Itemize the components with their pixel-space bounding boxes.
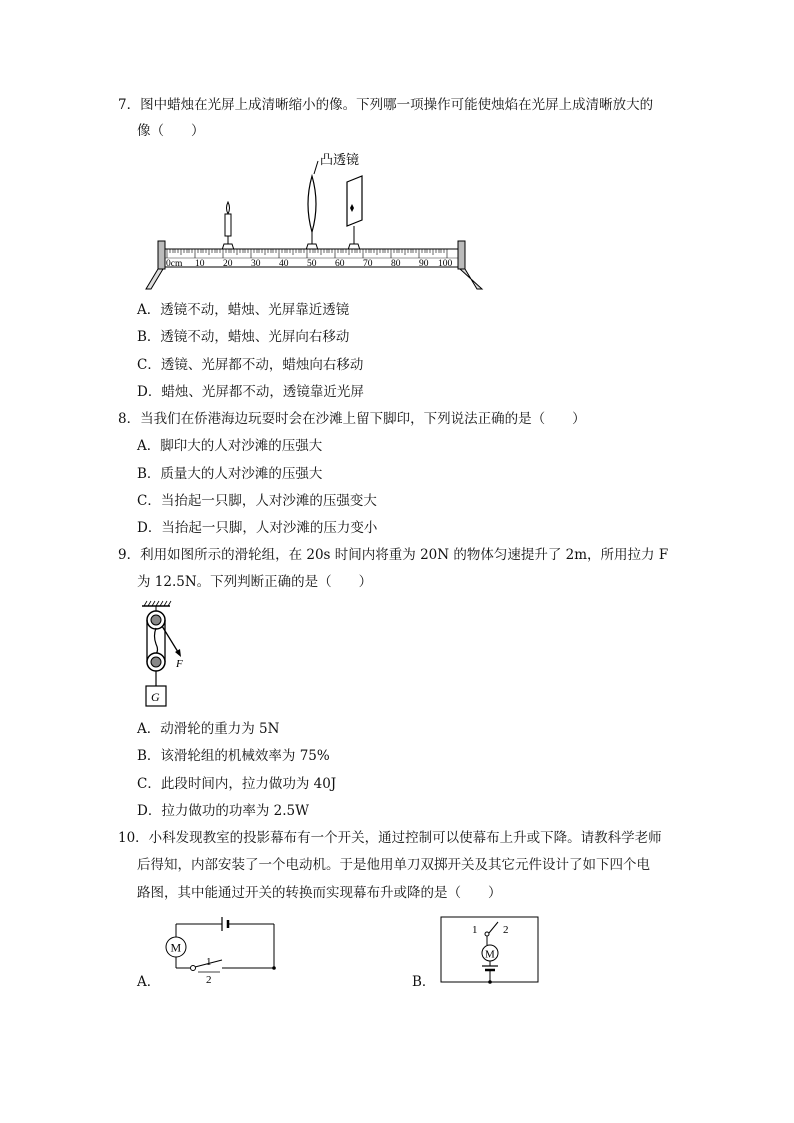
q8-stem: 8．当我们在侨港海边玩耍时会在沙滩上留下脚印，下列说法正确的是（ ） xyxy=(118,411,586,427)
q7-stem-line1: 7．图中蜡烛在光屏上成清晰缩小的像。下列哪一项操作可能使烛焰在光屏上成清晰放大的 xyxy=(118,97,654,113)
q8-option-b: B．质量大的人对沙滩的压强大 xyxy=(137,466,323,482)
optical-bench-figure xyxy=(140,148,490,293)
motor-a-label: M xyxy=(170,940,182,955)
pulley-system-figure xyxy=(138,600,198,712)
circuit-a-figure xyxy=(158,910,280,988)
q10-option-b-label: B． xyxy=(412,974,436,990)
q10-stem-line1: 10．小科发现教室的投影幕布有一个开关，通过控制可以使幕布上升或下降。请教科学老师 xyxy=(118,830,662,846)
ruler-label-60: 60 xyxy=(335,259,345,269)
ruler-label-90: 90 xyxy=(419,259,429,269)
q9-option-d: D．拉力做功的功率为 2.5W xyxy=(137,803,309,819)
ruler-label-10: 10 xyxy=(195,259,205,269)
q8-option-c: C．当抬起一只脚，人对沙滩的压强变大 xyxy=(137,493,377,509)
q10-option-a-label: A． xyxy=(137,974,161,990)
switch-a-contact-2: 2 xyxy=(206,974,212,986)
candle xyxy=(222,202,234,250)
q9-option-c: C．此段时间内，拉力做功为 40J xyxy=(137,776,337,792)
q10-stem-line3: 路图，其中能通过开关的转换而实现幕布升或降的是（ ） xyxy=(137,885,502,901)
force-label: F xyxy=(176,658,183,670)
ruler-label-50: 50 xyxy=(307,259,317,269)
weight-label: G xyxy=(151,690,160,704)
lens-label: 凸透镜 xyxy=(320,152,360,167)
ruler-label-30: 30 xyxy=(251,259,261,269)
ruler-label-80: 80 xyxy=(391,259,401,269)
ruler-label-0: 0cm xyxy=(166,259,183,269)
ruler-label-20: 20 xyxy=(223,259,233,269)
switch-b-contact-1: 1 xyxy=(472,924,478,936)
switch-b-contact-2: 2 xyxy=(503,924,509,936)
convex-lens xyxy=(306,176,318,250)
q7-option-a: A．透镜不动，蜡烛、光屏靠近透镜 xyxy=(137,302,350,318)
q10-stem-line2: 后得知，内部安装了一个电动机。于是他用单刀双掷开关及其它元件设计了如下四个电 xyxy=(137,857,650,873)
q7-stem-line2: 像（ ） xyxy=(137,123,205,139)
ruler-label-40: 40 xyxy=(279,259,289,269)
ruler-label-70: 70 xyxy=(363,259,373,269)
motor-b-label: M xyxy=(485,948,495,961)
q9-option-a: A．动滑轮的重力为 5N xyxy=(137,721,280,737)
movable-pulley xyxy=(147,653,165,671)
ruler-label-100: 100 xyxy=(438,259,453,269)
q8-option-a: A．脚印大的人对沙滩的压强大 xyxy=(137,438,323,454)
q8-option-d: D．当抬起一只脚，人对沙滩的压力变小 xyxy=(137,520,378,536)
circuit-b-figure xyxy=(438,912,542,990)
switch-a-contact-1: 1 xyxy=(206,956,212,968)
q7-option-d: D．蜡烛、光屏都不动，透镜靠近光屏 xyxy=(137,384,364,400)
q7-option-b: B．透镜不动，蜡烛、光屏向右移动 xyxy=(137,329,350,345)
q9-stem-line2: 为 12.5N。下列判断正确的是（ ） xyxy=(137,574,373,590)
q9-stem-line1: 9．利用如图所示的滑轮组，在 20s 时间内将重为 20N 的物体匀速提升了 2m，所用拉力 F xyxy=(118,547,669,563)
q7-option-c: C．透镜、光屏都不动，蜡烛向右移动 xyxy=(137,357,364,373)
light-screen xyxy=(347,176,362,250)
q9-option-b: B．该滑轮组的机械效率为 75% xyxy=(137,748,330,764)
